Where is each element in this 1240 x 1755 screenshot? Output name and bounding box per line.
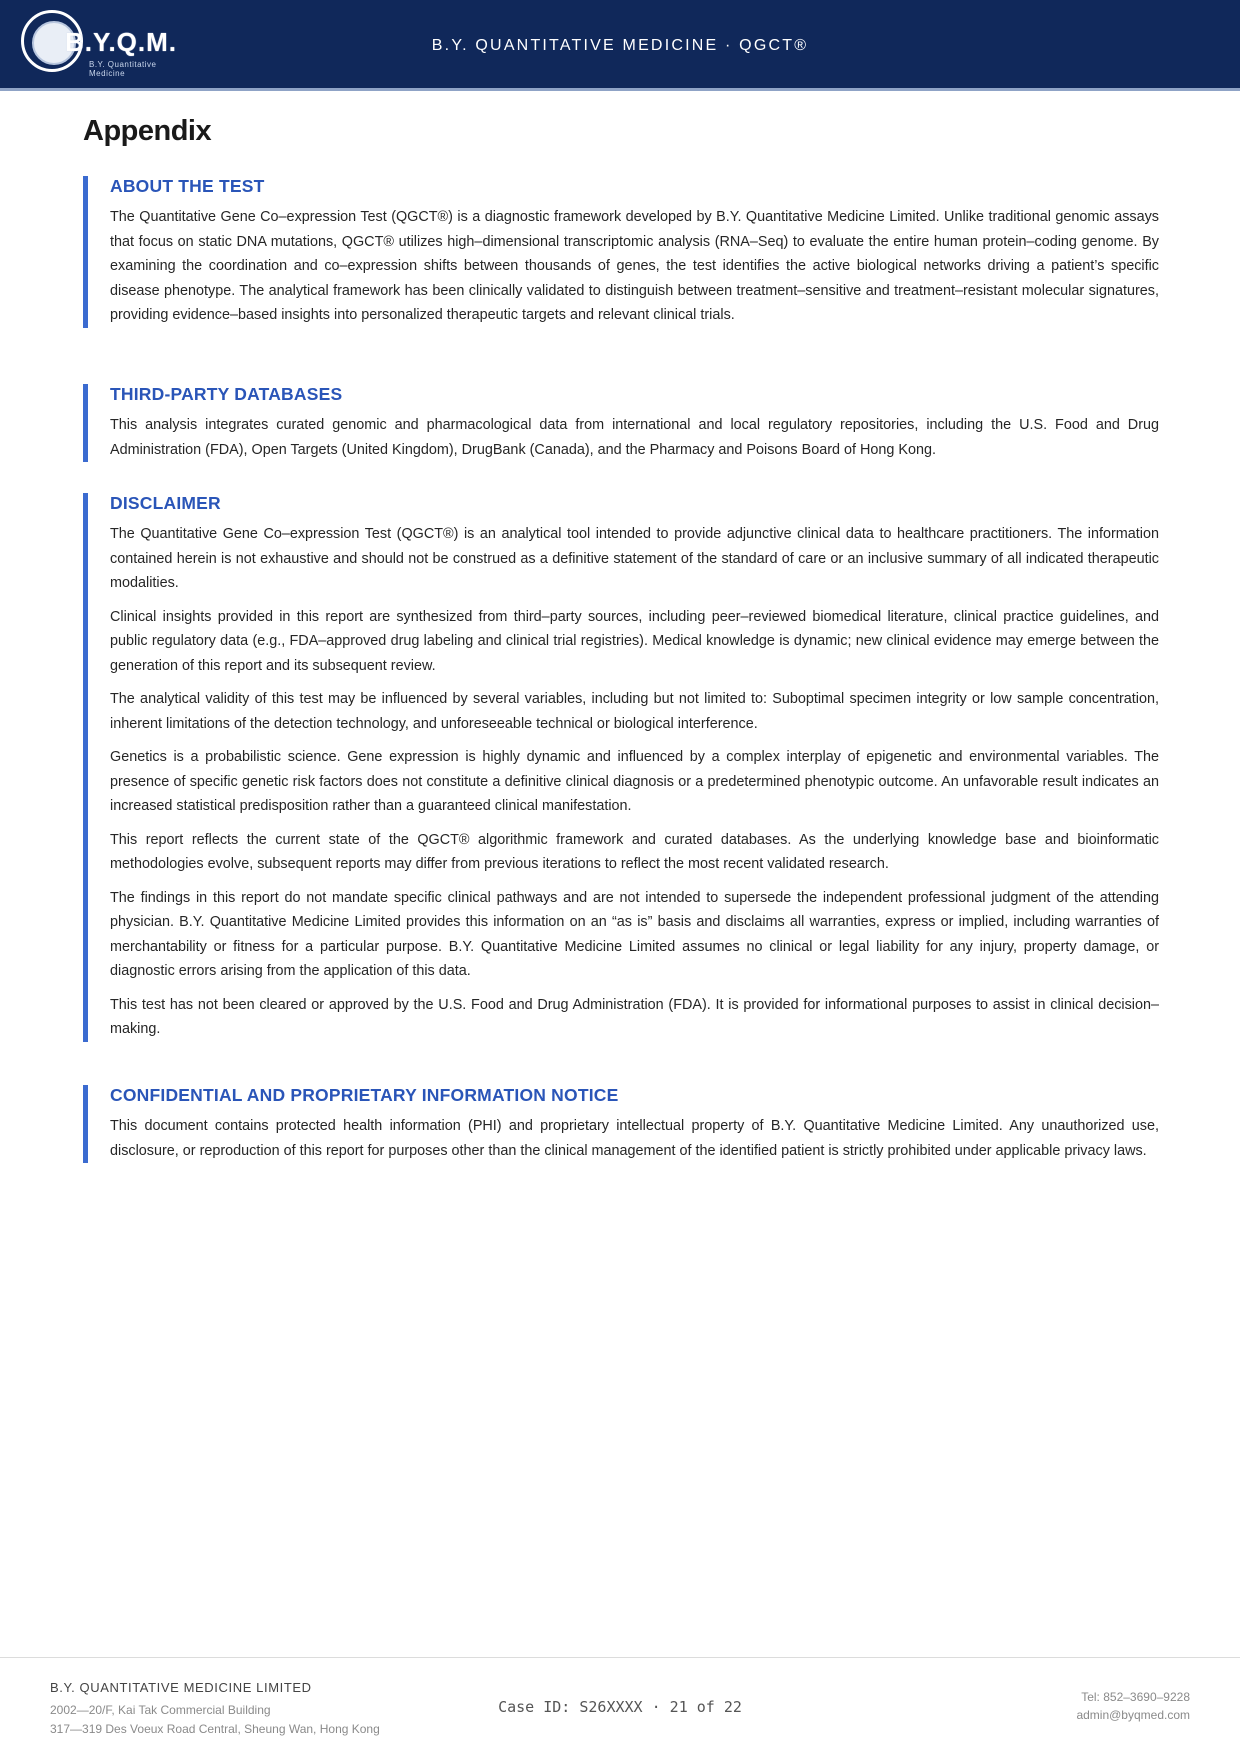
page-title: Appendix xyxy=(83,115,212,147)
footer-address-line-1: 2002—20/F, Kai Tak Commercial Building xyxy=(50,1703,271,1717)
section-paragraph: This report reflects the current state of the QGCT® algorithmic framework and curated databases. As the underlying knowledge base and bioinformatic methodologies evolve, subsequent reports may differ from previous iterations to reflect the most recent validated research. xyxy=(110,831,1159,872)
section-paragraph: Genetics is a probabilistic science. Gene expression is highly dynamic and influenced by a complex interplay of epigenetic and environmental variables. The presence of specific genetic risk factors does not constitute a definitive clinical diagnosis or a predetermined phenotypic outcome. An unfavorable result indicates an increased statistical predisposition rather than a guaranteed clinical manifestation. xyxy=(110,749,1159,814)
section-heading: CONFIDENTIAL AND PROPRIETARY INFORMATION NOTICE xyxy=(110,1085,619,1105)
footer-contact-block xyxy=(1076,1688,1190,1724)
footer-address-line-2: 317—319 Des Voeux Road Central, Sheung Wan, Hong Kong xyxy=(50,1722,380,1736)
section-paragraph: The Quantitative Gene Co–expression Test (QGCT®) is an analytical tool intended to provide adjunctive clinical data to healthcare practitioners. The information contained herein is not exhaustive and should not be construed as a definitive statement of the standard of care or an inclusive summary of all indicated therapeutic modalities. xyxy=(110,526,1159,591)
footer-email: admin@byqmed.com xyxy=(1076,1708,1190,1722)
logo-wordmark: B.Y.Q.M. xyxy=(65,27,178,57)
section-paragraph: Clinical insights provided in this report are synthesized from third–party sources, including peer–reviewed biomedical literature, clinical practice guidelines, and public regulatory data (e.g., FDA–approved drug labeling and clinical trial registries). Medical knowledge is dynamic; new clinical evidence may emerge between the generation of this report and its subsequent review. xyxy=(110,608,1159,674)
logo-subtext: B.Y. Quantitative Medicine xyxy=(89,60,157,78)
section-paragraph: This analysis integrates curated genomic and pharmacological data from international and local regulatory repositories, including the U.S. Food and Drug Administration (FDA), Open Targets (United Kingdom), DrugBank (Canada), and the Pharmacy and Poisons Board of Hong Kong. xyxy=(110,417,1159,458)
section-third-party-databases xyxy=(83,384,1159,462)
section-heading: ABOUT THE TEST xyxy=(110,176,265,196)
section-confidential-notice xyxy=(83,1085,1159,1163)
page-footer xyxy=(0,1657,1240,1755)
section-paragraph: The analytical validity of this test may be influenced by several variables, including but not limited to: Suboptimal specimen integrity or low sample concentration, inherent limitations of the detection technology, and unforeseeable technical or biological interference. xyxy=(110,691,1159,732)
page-header xyxy=(0,0,1240,91)
section-disclaimer xyxy=(83,493,1159,1042)
section-paragraph: This test has not been cleared or approved by the U.S. Food and Drug Administration (FDA). It is provided for informational purposes to assist in clinical decision–making. xyxy=(110,996,1159,1037)
section-heading: THIRD-PARTY DATABASES xyxy=(110,384,343,404)
footer-company-name: B.Y. QUANTITATIVE MEDICINE LIMITED xyxy=(50,1680,312,1695)
section-paragraph: The findings in this report do not mandate specific clinical pathways and are not intended to supersede the independent professional judgment of the attending physician. B.Y. Quantitative Medicine Limited provides this information on an “as is” basis and disclaims all warranties, express or implied, including warranties of merchantability or fitness for a particular purpose. B.Y. Quantitative Medicine Limited assumes no clinical or legal liability for any injury, property damage, or diagnostic errors arising from the application of this data. xyxy=(110,889,1159,979)
section-heading: DISCLAIMER xyxy=(110,493,221,513)
section-paragraph: This document contains protected health information (PHI) and proprietary intellectual property of B.Y. Quantitative Medicine Limited. Any unauthorized use, disclosure, or reproduction of this report for purposes other than the clinical management of the identified patient is strictly prohibited under applicable privacy laws. xyxy=(110,1118,1159,1159)
footer-case-page: Case ID: S26XXXX · 21 of 22 xyxy=(498,1698,742,1716)
section-paragraph: The Quantitative Gene Co–expression Test (QGCT®) is a diagnostic framework developed by B.Y. Quantitative Medicine Limited. Unlike traditional genomic assays that focus on static DNA mutations, QGCT® utilizes high–dimensional transcriptomic analysis (RNA–Seq) to evaluate the entire human protein–coding genome. By examining the coordination and co–expression shifts between thousands of genes, the test identifies the active biological networks driving a patient’s specific disease phenotype. The analytical framework has been clinically validated to distinguish between treatment–sensitive and treatment–resistant molecular signatures, providing evidence–based insights into personalized therapeutic targets and relevant clinical trials. xyxy=(110,209,1159,323)
section-about-the-test xyxy=(83,176,1159,328)
header-title: B.Y. QUANTITATIVE MEDICINE · QGCT® xyxy=(431,37,809,54)
footer-telephone: Tel: 852–3690–9228 xyxy=(1081,1690,1190,1704)
